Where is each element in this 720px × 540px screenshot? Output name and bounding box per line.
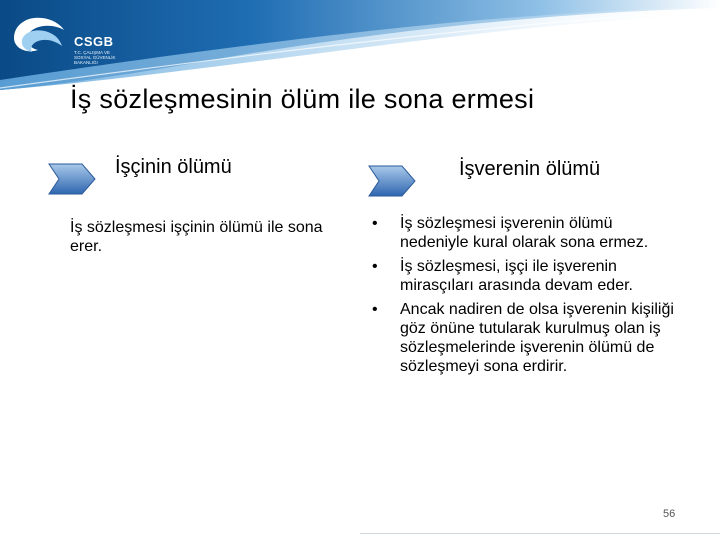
bullet-text: İş sözleşmesi, işçi ile işverenin mirasçıları arasında devam eder. bbox=[400, 258, 633, 294]
bullet-item bbox=[370, 214, 680, 252]
bullet-dot: • bbox=[372, 258, 378, 275]
logo-subtitle: T.C. ÇALIŞMA VE SOSYAL GÜVENLİK BAKANLIĞI bbox=[74, 50, 116, 65]
page-number: 56 bbox=[663, 508, 676, 520]
left-body-text: İş sözleşmesi işçinin ölümü ile sona erer. bbox=[70, 219, 323, 255]
bullet-text: İş sözleşmesi işverenin ölümü nedeniyle kural olarak sona ermez. bbox=[400, 215, 649, 251]
csgb-emblem-icon bbox=[8, 8, 68, 66]
chevron-arrow-left-icon bbox=[48, 163, 96, 195]
bullet-item bbox=[370, 257, 680, 295]
right-heading: İşverenin ölümü bbox=[459, 158, 601, 180]
logo-name: CSGB bbox=[74, 34, 114, 49]
bullet-text: Ancak nadiren de olsa işverenin kişiliği göz önüne tutularak kurulmuş olan iş sözleşmelerinde işverenin ölümü de sözleşmeyi sona erdirir. bbox=[400, 301, 674, 375]
right-bullet-list bbox=[370, 214, 680, 381]
csgb-logo bbox=[8, 8, 123, 66]
slide-title: İş sözleşmesinin ölüm ile sona ermesi bbox=[70, 84, 535, 114]
left-heading: İşçinin ölümü bbox=[115, 156, 232, 178]
bullet-dot: • bbox=[372, 301, 378, 318]
footer-divider bbox=[360, 533, 720, 534]
bullet-dot: • bbox=[372, 215, 378, 232]
header-banner bbox=[0, 0, 720, 90]
bullet-item bbox=[370, 300, 680, 376]
chevron-arrow-right-icon bbox=[368, 165, 416, 197]
